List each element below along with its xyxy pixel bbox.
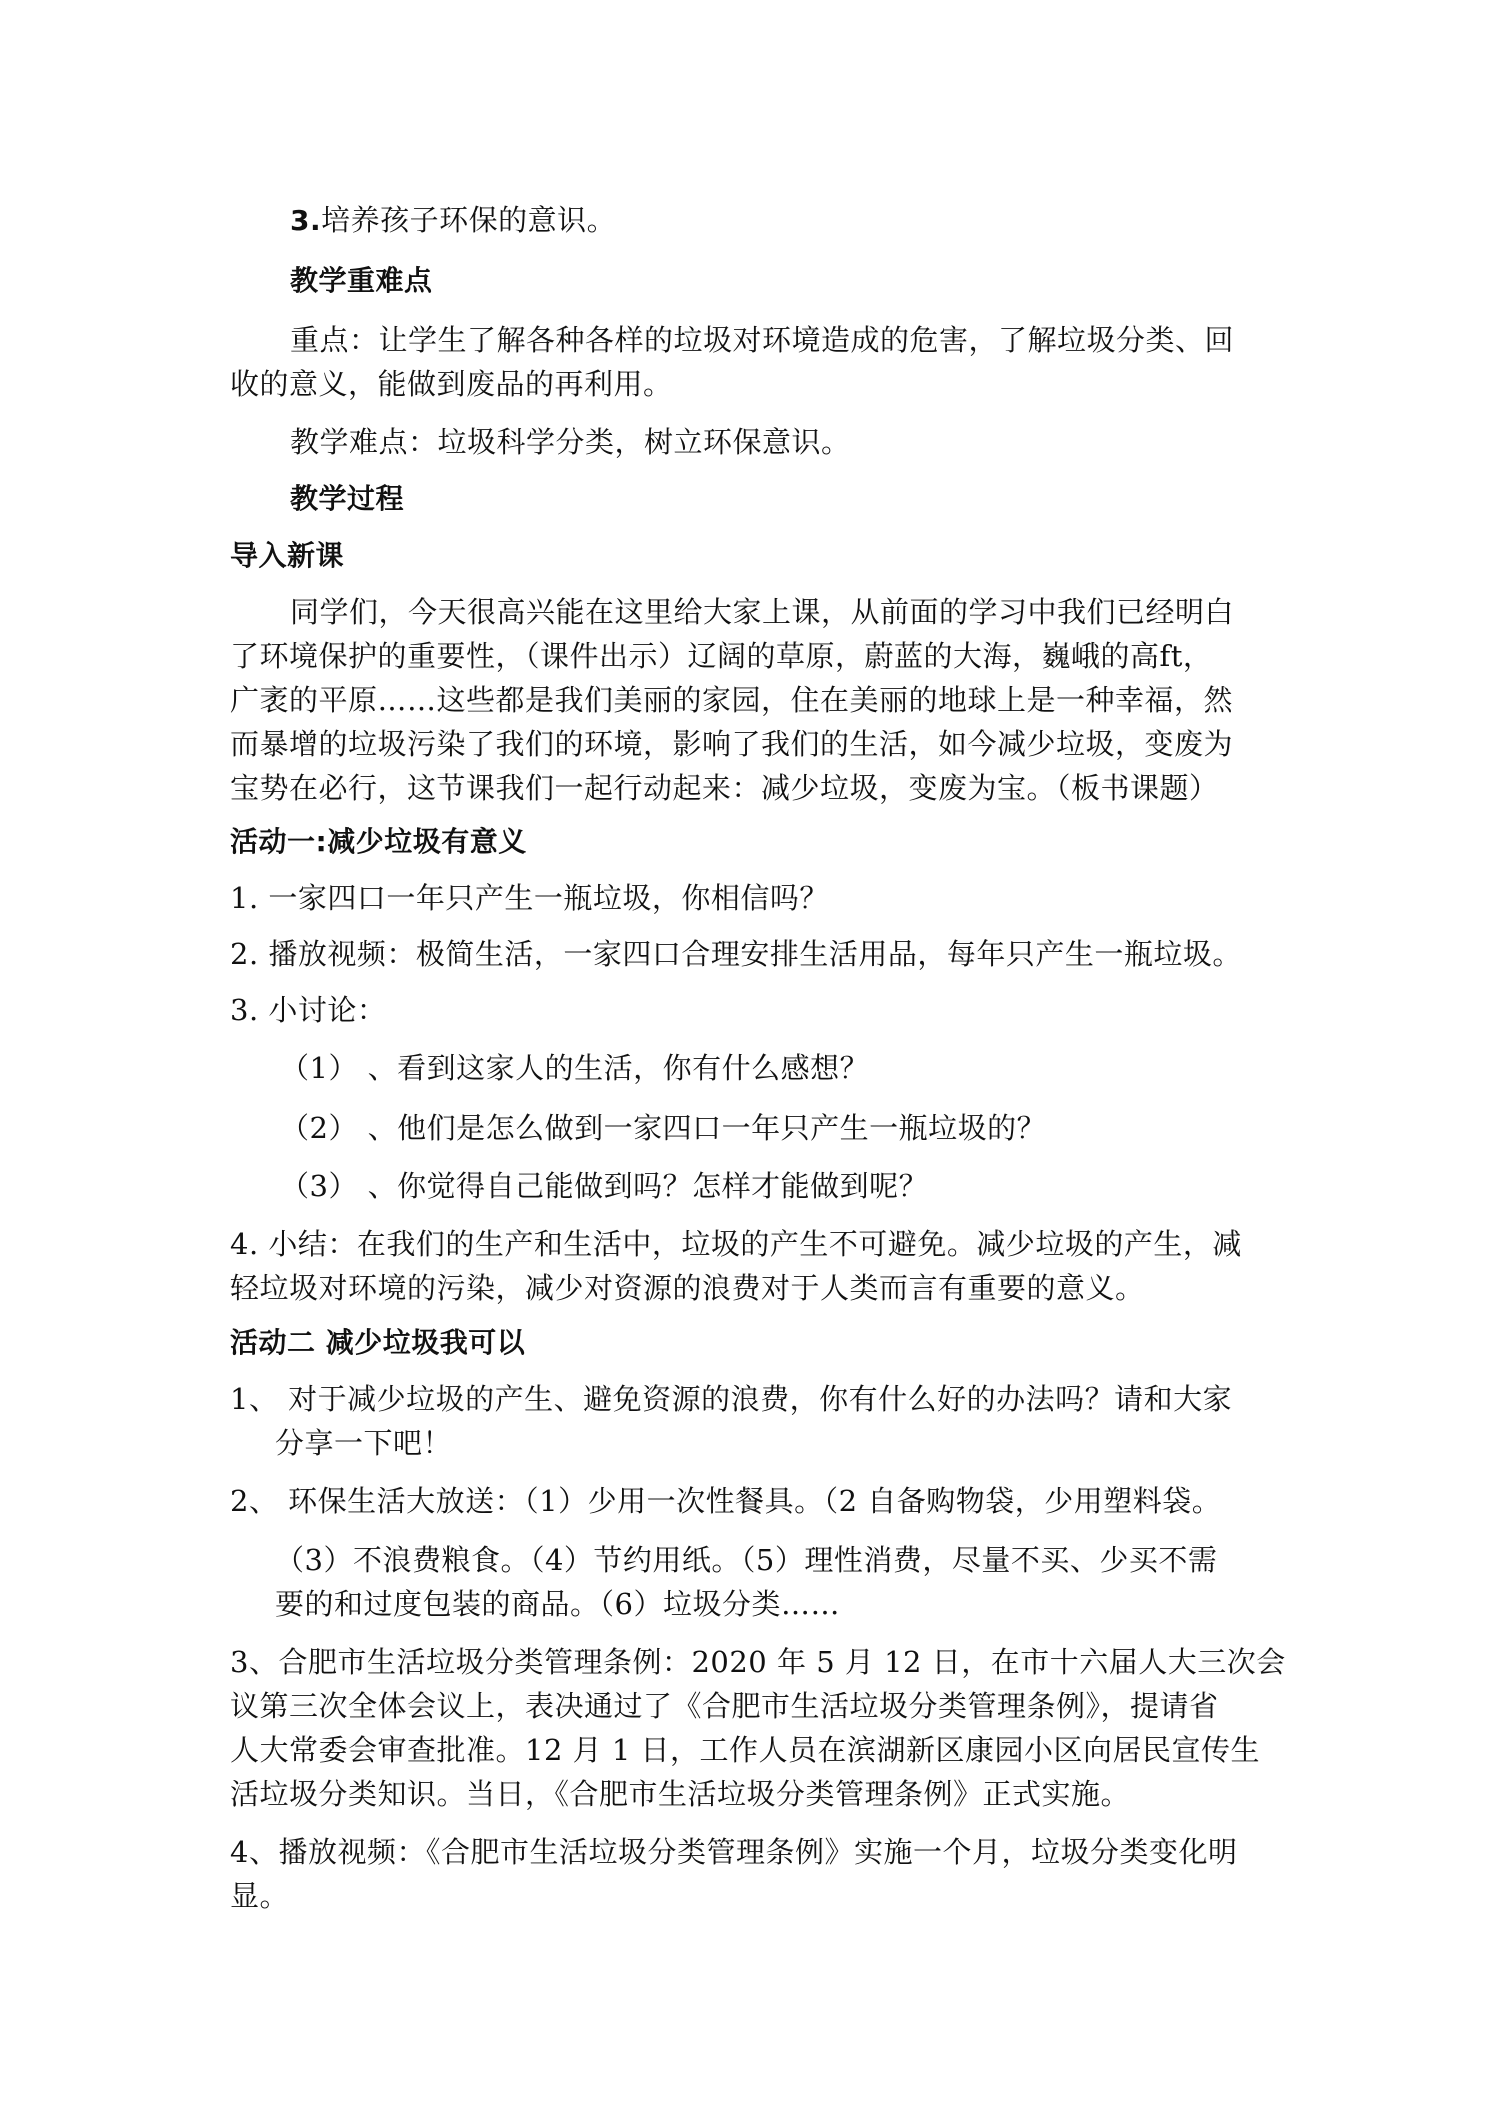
activity1-summary-line: 4. 小结：在我们的生产和生活中，垃圾的产生不可避免。减少垃圾的产生，减	[230, 1227, 1242, 1261]
intro-line: 同学们，今天很高兴能在这里给大家上课，从前面的学习中我们已经明白	[290, 595, 1235, 629]
activity1-sub-item: （3） 、你觉得自己能做到吗？怎样才能做到呢？	[280, 1169, 929, 1203]
activity2-item2-line: 2、 环保生活大放送：（1）少用一次性餐具。（2 自备购物袋，少用塑料袋。	[230, 1484, 1222, 1518]
activity1-item: 2. 播放视频：极简生活，一家四口合理安排生活用品，每年只产生一瓶垃圾。	[230, 937, 1242, 971]
objective-3	[290, 198, 616, 243]
activity2-item3-line: 议第三次全体会议上，表决通过了《合肥市生活垃圾分类管理条例》，提请省	[230, 1689, 1219, 1723]
activity2-item2-line: （3）不浪费粮食。（4）节约用纸。（5）理性消费，尽量不买、少买不需	[275, 1543, 1218, 1577]
activity1-item: 1. 一家四口一年只产生一瓶垃圾，你相信吗？	[230, 881, 829, 915]
intro-line: 了环境保护的重要性，（课件出示）辽阔的草原，蔚蓝的大海，巍峨的高ft，	[230, 639, 1213, 673]
objective-3-number: 3.	[290, 204, 322, 237]
activity2-item3-line: 人大常委会审查批准。12 月 1 日，工作人员在滨湖新区康园小区向居民宣传生	[230, 1733, 1261, 1767]
difficulty-line: 教学难点：垃圾科学分类，树立环保意识。	[290, 425, 851, 459]
keypoint-line: 收的意义，能做到废品的再利用。	[230, 367, 673, 401]
activity1-sub-item: （1） 、看到这家人的生活，你有什么感想？	[280, 1051, 870, 1085]
activity2-heading: 活动二 减少垃圾我可以	[230, 1326, 526, 1359]
intro-line: 宝势在必行，这节课我们一起行动起来：减少垃圾，变废为宝。（板书课题）	[230, 771, 1219, 805]
activity2-item3-line: 活垃圾分类知识。当日，《合肥市生活垃圾分类管理条例》正式实施。	[230, 1777, 1131, 1811]
activity1-heading: 活动一:减少垃圾有意义	[230, 825, 527, 858]
heading-keypoints: 教学重难点	[290, 264, 433, 297]
activity2-item2-line: 要的和过度包装的商品。（6）垃圾分类……	[275, 1587, 840, 1621]
activity2-item4-line: 显。	[230, 1879, 290, 1913]
activity2-item3-line: 3、合肥市生活垃圾分类管理条例：2020 年 5 月 12 日，在市十六届人大三次会	[230, 1645, 1286, 1679]
activity1-sub-item: （2） 、他们是怎么做到一家四口一年只产生一瓶垃圾的？	[280, 1111, 1047, 1145]
objective-3-text: 培养孩子环保的意识。	[321, 203, 617, 237]
activity1-item: 3. 小讨论：	[230, 993, 387, 1027]
activity2-item1-line: 分享一下吧！	[275, 1426, 453, 1460]
activity1-summary-line: 轻垃圾对环境的污染，减少对资源的浪费对于人类而言有重要的意义。	[230, 1271, 1145, 1305]
keypoint-line: 重点：让学生了解各种各样的垃圾对环境造成的危害，了解垃圾分类、回	[290, 323, 1235, 357]
heading-intro: 导入新课	[230, 539, 345, 572]
intro-line: 而暴增的垃圾污染了我们的环境，影响了我们的生活，如今减少垃圾，变废为	[230, 727, 1234, 761]
activity2-item1-line: 1、 对于减少垃圾的产生、避免资源的浪费，你有什么好的办法吗？请和大家	[230, 1382, 1233, 1416]
activity2-item4-line: 4、播放视频：《合肥市生活垃圾分类管理条例》实施一个月，垃圾分类变化明	[230, 1835, 1238, 1869]
intro-line: 广袤的平原……这些都是我们美丽的家园，住在美丽的地球上是一种幸福，然	[230, 683, 1234, 717]
heading-process: 教学过程	[290, 482, 405, 515]
